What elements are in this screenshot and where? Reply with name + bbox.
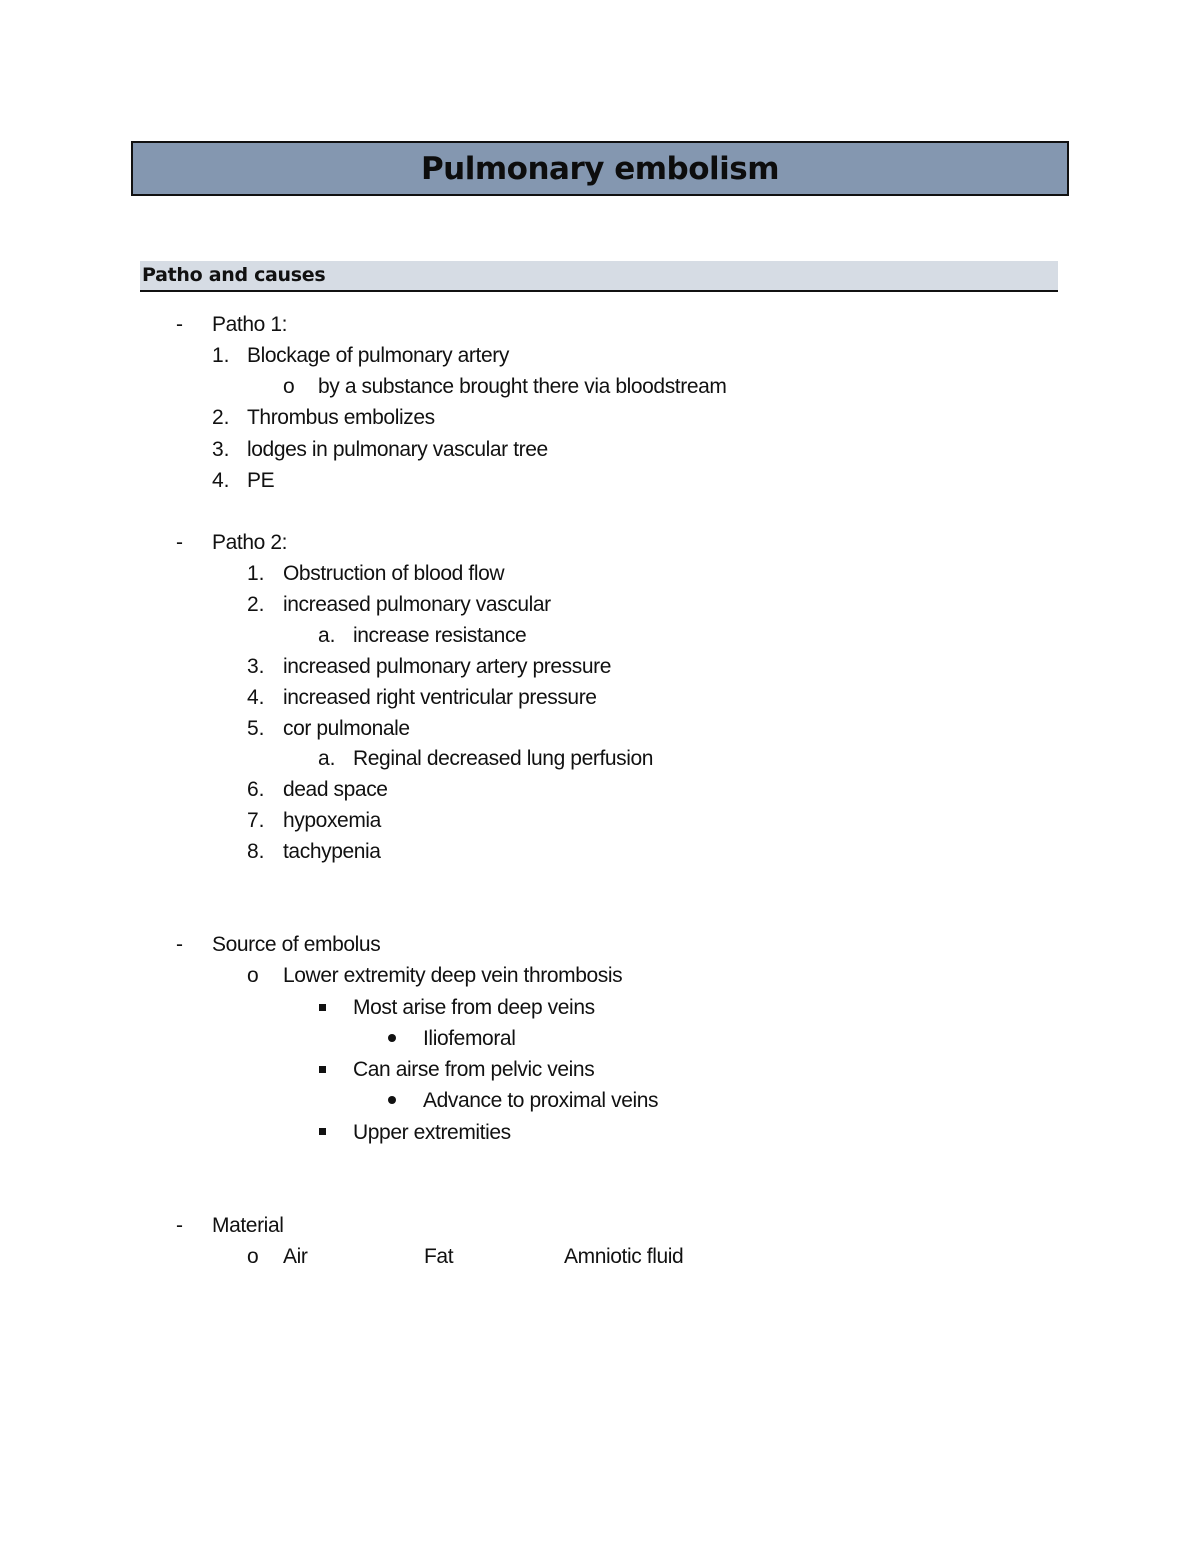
dash-marker: - bbox=[176, 933, 183, 956]
list-item: Obstruction of blood flow bbox=[283, 562, 505, 585]
source-label: Source of embolus bbox=[212, 933, 381, 956]
material-item-air: Air bbox=[283, 1245, 308, 1268]
round-bullet-icon bbox=[388, 1034, 396, 1042]
list-item: Upper extremities bbox=[353, 1121, 511, 1144]
patho2-label: Patho 2: bbox=[212, 531, 288, 554]
list-number: 6. bbox=[247, 778, 265, 801]
section-header bbox=[140, 261, 1058, 292]
material-item-amniotic-fluid: Amniotic fluid bbox=[564, 1245, 684, 1268]
list-number: 4. bbox=[247, 686, 265, 709]
list-item: Thrombus embolizes bbox=[247, 406, 435, 429]
list-item: cor pulmonale bbox=[283, 717, 410, 740]
list-item: Can airse from pelvic veins bbox=[353, 1058, 595, 1081]
circle-bullet: o bbox=[283, 375, 295, 398]
material-item-fat: Fat bbox=[424, 1245, 454, 1268]
patho1-label: Patho 1: bbox=[212, 313, 288, 336]
list-number: 2. bbox=[212, 406, 230, 429]
dash-marker: - bbox=[176, 531, 183, 554]
circle-bullet: o bbox=[247, 1245, 259, 1268]
list-number: 3. bbox=[247, 655, 265, 678]
material-label: Material bbox=[212, 1214, 284, 1237]
dash-marker: - bbox=[176, 1214, 183, 1237]
list-item: by a substance brought there via bloodstream bbox=[318, 375, 727, 398]
round-bullet-icon bbox=[388, 1096, 396, 1104]
list-item: tachypenia bbox=[283, 840, 381, 863]
page-title bbox=[131, 141, 1069, 196]
list-number: 1. bbox=[212, 344, 230, 367]
list-item: hypoxemia bbox=[283, 809, 381, 832]
page-title-text: Pulmonary embolism bbox=[420, 150, 780, 187]
list-item: increased pulmonary vascular bbox=[283, 593, 551, 616]
list-item: PE bbox=[247, 469, 275, 492]
list-item: Most arise from deep veins bbox=[353, 996, 595, 1019]
list-number: 5. bbox=[247, 717, 265, 740]
list-letter: a. bbox=[318, 747, 336, 770]
list-number: 8. bbox=[247, 840, 265, 863]
square-bullet-icon bbox=[319, 1128, 326, 1135]
list-item: Reginal decreased lung perfusion bbox=[353, 747, 654, 770]
list-number: 1. bbox=[247, 562, 265, 585]
list-item: Blockage of pulmonary artery bbox=[247, 344, 509, 367]
list-number: 3. bbox=[212, 438, 230, 461]
list-item: Lower extremity deep vein thrombosis bbox=[283, 964, 623, 987]
square-bullet-icon bbox=[319, 1066, 326, 1073]
circle-bullet: o bbox=[247, 964, 259, 987]
list-letter: a. bbox=[318, 624, 336, 647]
list-item: increase resistance bbox=[353, 624, 527, 647]
list-item: Iliofemoral bbox=[423, 1027, 516, 1050]
list-number: 2. bbox=[247, 593, 265, 616]
list-number: 7. bbox=[247, 809, 265, 832]
list-item: dead space bbox=[283, 778, 388, 801]
list-item: increased pulmonary artery pressure bbox=[283, 655, 611, 678]
dash-marker: - bbox=[176, 313, 183, 336]
list-item: lodges in pulmonary vascular tree bbox=[247, 438, 548, 461]
list-item: Advance to proximal veins bbox=[423, 1089, 659, 1112]
list-item: increased right ventricular pressure bbox=[283, 686, 597, 709]
square-bullet-icon bbox=[319, 1004, 326, 1011]
list-number: 4. bbox=[212, 469, 230, 492]
section-header-text: Patho and causes bbox=[142, 264, 326, 286]
